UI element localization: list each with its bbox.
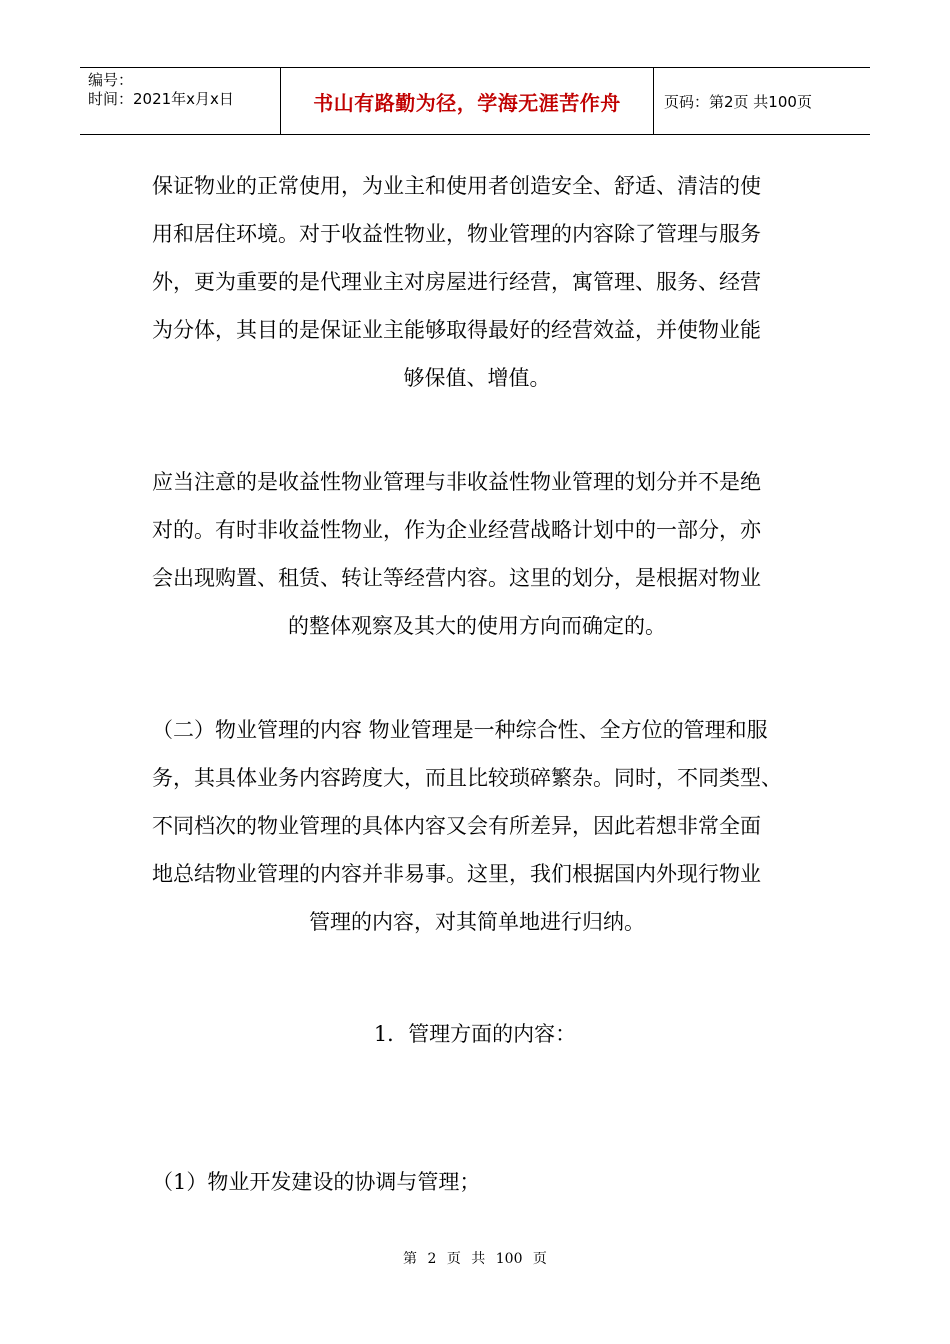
paragraph-line: 地总结物业管理的内容并非易事。这里，我们根据国内外现行物业 [152,862,761,886]
paragraph-line: 外，更为重要的是代理业主对房屋进行经营，寓管理、服务、经营 [152,270,761,294]
paragraph-last-line: 管理的内容，对其简单地进行归纳。 [309,910,645,934]
header-page-info: 页码：第2页 共100页 [664,92,812,111]
paragraph-line: （二）物业管理的内容 物业管理是一种综合性、全方位的管理和服 [152,718,768,742]
paragraph-line: 不同档次的物业管理的具体内容又会有所差异，因此若想非常全面 [152,814,761,838]
paragraph-line: 用和居住环境。对于收益性物业，物业管理的内容除了管理与服务 [152,222,761,246]
number-label: 编号： [88,71,134,89]
page-footer: 第 2 页 共 100 页 [403,1251,547,1267]
time-label: 时间：2021年x月x日 [88,90,234,108]
section-heading: 1．管理方面的内容： [373,1022,577,1046]
header-motto: 书山有路勤为径，学海无涯苦作舟 [281,68,654,134]
paragraph-3 [152,706,802,946]
paragraph-1 [152,162,802,402]
paragraph-line: 会出现购置、租赁、转让等经营内容。这里的划分，是根据对物业 [152,566,761,590]
paragraph-last-line: 够保值、增值。 [403,366,551,390]
paragraph-line: 为分体，其目的是保证业主能够取得最好的经营效益，并使物业能 [152,318,761,342]
page-header [80,67,870,135]
paragraph-line: 务，其具体业务内容跨度大，而且比较琐碎繁杂。同时，不同类型、 [152,766,782,790]
header-meta [80,68,281,134]
paragraph-last-line: 的整体观察及其大的使用方向而确定的。 [288,614,666,638]
list-item: （1）物业开发建设的协调与管理； [152,1170,481,1194]
paragraph-line: 应当注意的是收益性物业管理与非收益性物业管理的划分并不是绝 [152,470,761,494]
paragraph-2 [152,458,802,650]
paragraph-line: 保证物业的正常使用，为业主和使用者创造安全、舒适、清洁的使 [152,174,761,198]
paragraph-line: 对的。有时非收益性物业，作为企业经营战略计划中的一部分，亦 [152,518,761,542]
